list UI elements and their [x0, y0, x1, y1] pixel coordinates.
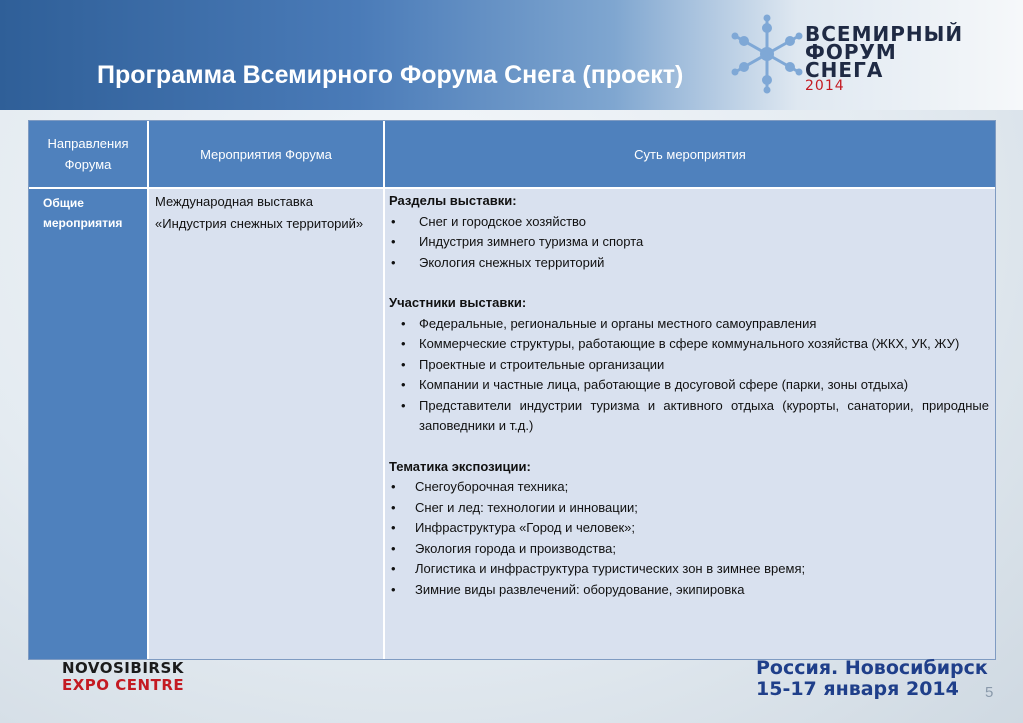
- list-item: • Зимние виды развлечений: оборудование, экипировка: [389, 580, 989, 601]
- logo-text-line3: СНЕГА: [805, 58, 884, 82]
- forum-logo: [727, 14, 987, 104]
- logo-text-line2: ФОРУМ: [805, 40, 897, 64]
- participants-title: Участники выставки:: [389, 295, 527, 310]
- logo-year: 2014: [805, 78, 845, 94]
- list-item: • Представители индустрии туризма и активного отдыха (курорты, санатории, природные заповедники и т.д.): [389, 396, 989, 437]
- list-item: • Компании и частные лица, работающие в досуговой сфере (парки, зоны отдыха): [389, 375, 989, 396]
- list-item: • Федеральные, региональные и органы местного самоуправления: [389, 314, 989, 335]
- event-location-date: [756, 658, 988, 700]
- list-item: • Снег и городское хозяйство: [389, 212, 989, 233]
- column-divider: [147, 121, 149, 659]
- themes-list: [389, 477, 989, 600]
- column-divider: [383, 121, 385, 659]
- expo-logo-line1: NOVOSIBIRSK: [62, 659, 184, 677]
- list-item: • Экология города и производства;: [389, 539, 989, 560]
- logo-text-line1: ВСЕМИРНЫЙ: [805, 22, 964, 46]
- header-events: Мероприятия Форума: [149, 121, 383, 187]
- expo-logo-line2: EXPO CENTRE: [62, 676, 185, 694]
- list-item: • Коммерческие структуры, работающие в сфере коммунального хозяйства (ЖКХ, УК, ЖУ): [389, 334, 989, 355]
- themes-title: Тематика экспозиции:: [389, 458, 531, 474]
- list-item: • Проектные и строительные организации: [389, 355, 989, 376]
- snowflake-icon: [727, 14, 807, 94]
- cell-event: Международная выставка «Индустрия снежных территорий»: [149, 189, 383, 659]
- list-item: • Индустрия зимнего туризма и спорта: [389, 232, 989, 253]
- page-title: Программа Всемирного Форума Снега (проект): [97, 61, 684, 89]
- page-number: 5: [985, 684, 994, 701]
- list-item: • Экология снежных территорий: [389, 253, 989, 274]
- event-date: 15-17 января 2014: [756, 678, 959, 700]
- list-item: • Инфраструктура «Город и человек»;: [389, 518, 989, 539]
- header-essence: Суть мероприятия: [385, 121, 995, 187]
- list-item: • Логистика и инфраструктура туристических зон в зимнее время;: [389, 559, 989, 580]
- sections-list: [389, 212, 989, 274]
- header-directions: Направления Форума: [29, 121, 147, 187]
- expo-centre-logo: [62, 660, 184, 694]
- list-item: • Снегоуборочная техника;: [389, 477, 989, 498]
- cell-direction: Общие мероприятия: [29, 189, 147, 659]
- sections-title: Разделы выставки:: [389, 193, 517, 208]
- program-table: [28, 120, 996, 660]
- list-item: • Снег и лед: технологии и инновации;: [389, 498, 989, 519]
- participants-list: [389, 314, 989, 437]
- event-location: Россия. Новосибирск: [756, 657, 988, 679]
- cell-essence: [385, 189, 995, 659]
